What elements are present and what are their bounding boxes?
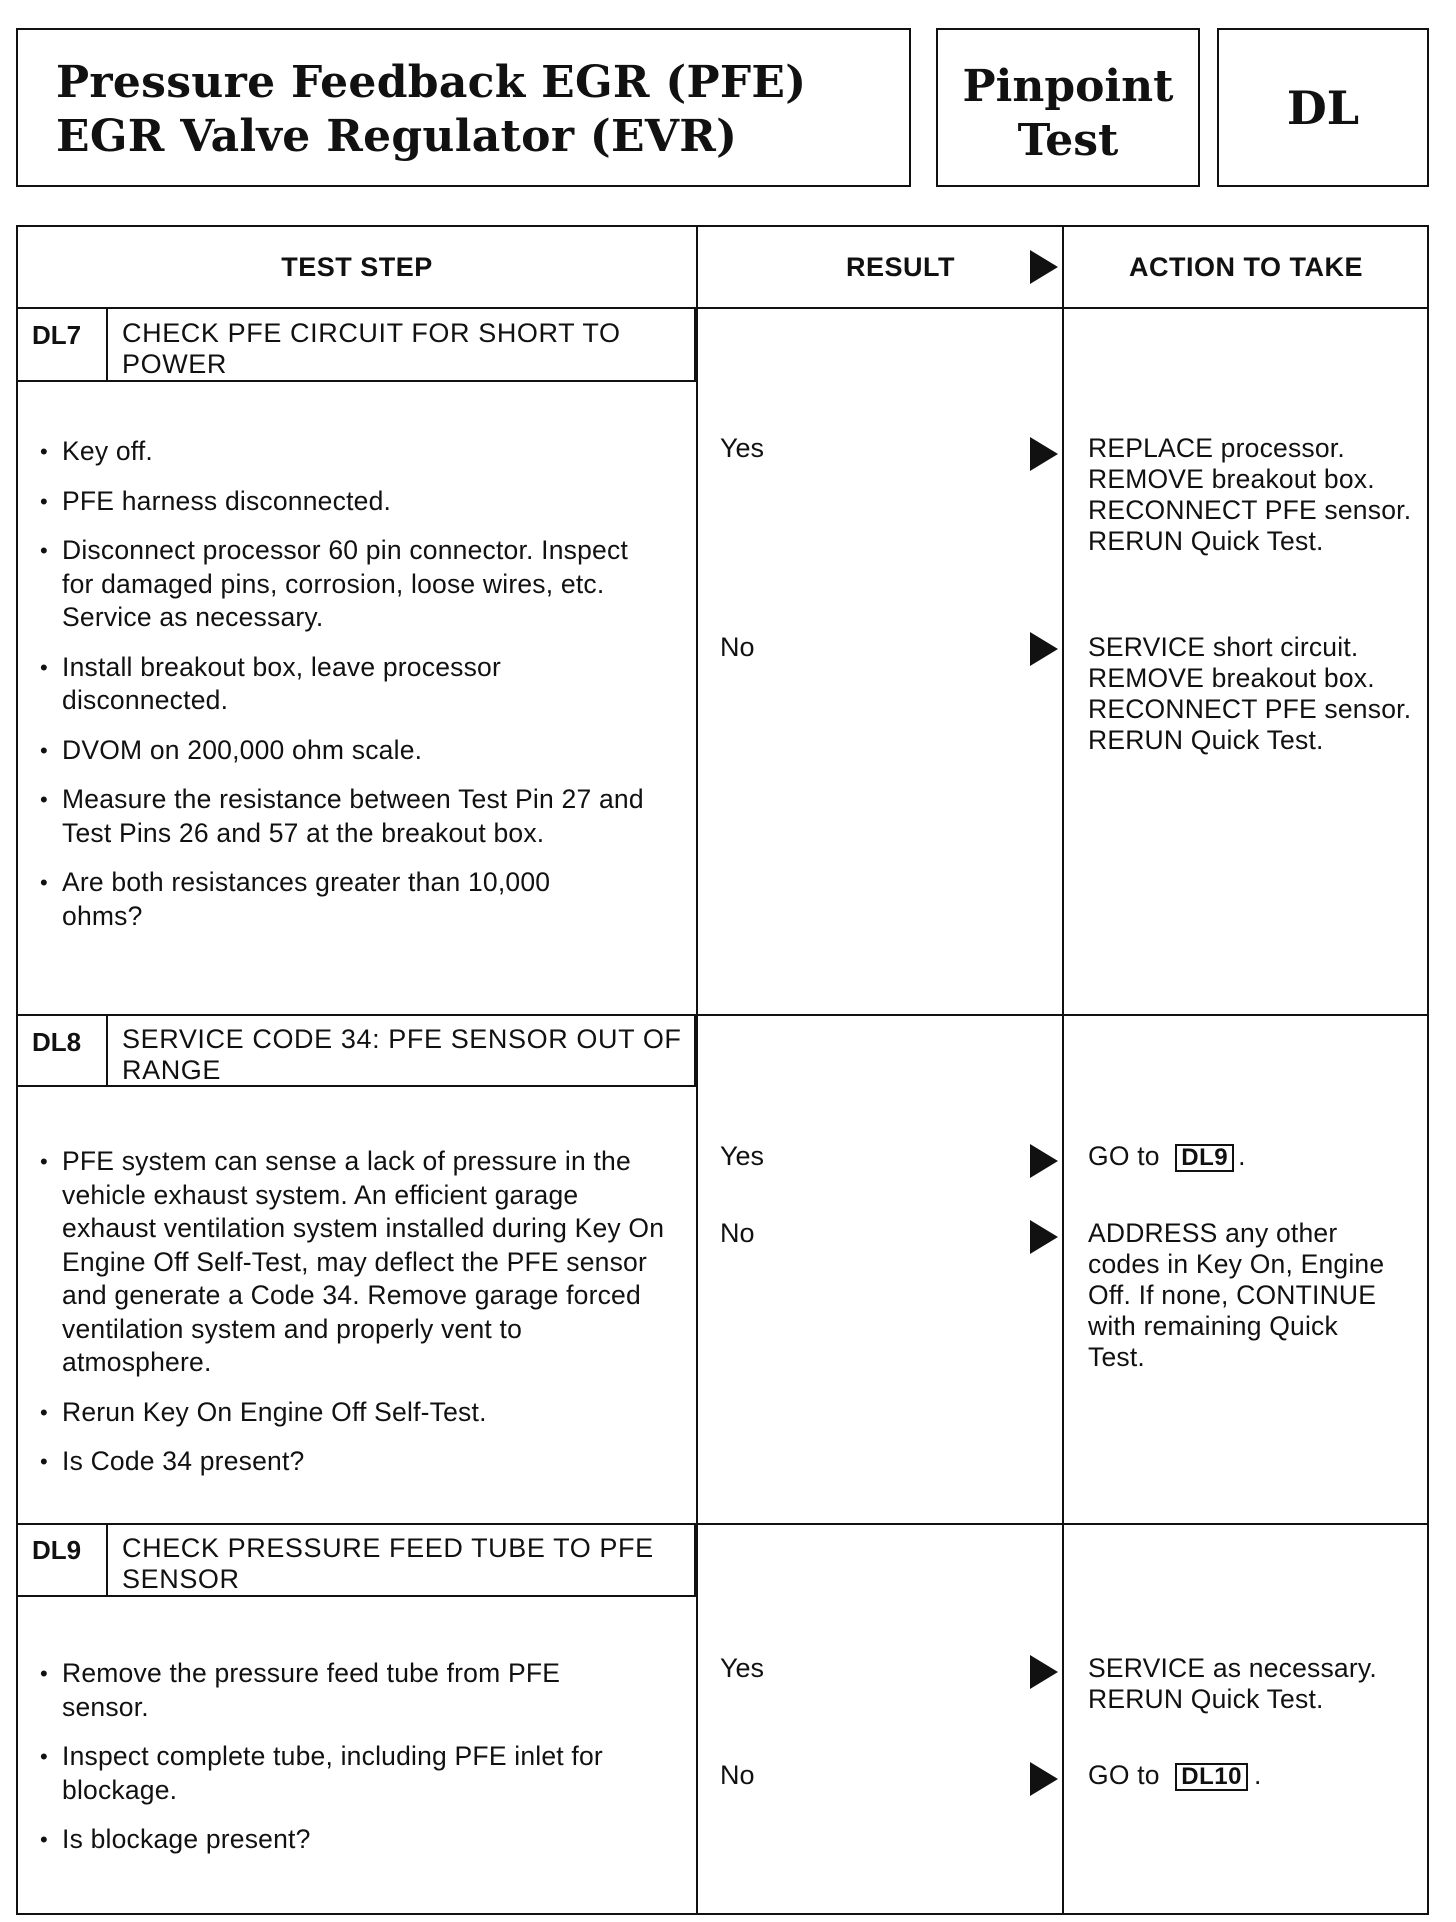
result-arrow-icon [1030, 632, 1058, 666]
action-prefix: GO to [1088, 1760, 1160, 1790]
step-id: DL7 [32, 320, 82, 350]
result-arrow-icon [1030, 437, 1058, 471]
action-text: ADDRESS any other codes in Key On, Engine Off. If none, CONTINUE with remaining Quick Test. [1088, 1218, 1385, 1372]
result-arrow-icon [1030, 250, 1058, 284]
bullet: • Inspect complete tube, including PFE inlet for blockage. [36, 1740, 682, 1807]
action-goto [1088, 1141, 1418, 1172]
action-suffix: . [1253, 1760, 1262, 1790]
bullet: • Disconnect processor 60 pin connector. Inspect for damaged pins, corrosion, loose wires, etc. Service as necessary. [36, 534, 632, 635]
bullet: • Key off. [36, 435, 656, 469]
result-yes: Yes [720, 433, 765, 463]
bullet: • Rerun Key On Engine Off Self-Test. [36, 1396, 656, 1430]
bullet: • Remove the pressure feed tube from PFE sensor. [36, 1657, 632, 1724]
pinpoint-test-box [936, 28, 1200, 187]
bullet: • Are both resistances greater than 10,000 ohms? [36, 866, 622, 933]
step-reference-dl10[interactable]: DL10 [1175, 1763, 1248, 1791]
bullet: • Measure the resistance between Test Pin 27 and Test Pins 26 and 57 at the breakout box. [36, 783, 662, 850]
result-no: No [720, 632, 755, 662]
column-divider [696, 227, 698, 1913]
step-bullets-dl8 [36, 1145, 665, 1479]
test-code: DL [1286, 80, 1360, 135]
step-reference-dl9[interactable]: DL9 [1175, 1144, 1234, 1172]
action-suffix: . [1238, 1141, 1246, 1171]
result-yes: Yes [720, 1141, 765, 1171]
result-arrow-icon [1030, 1655, 1058, 1689]
bullet: • Install breakout box, leave processor disconnected. [36, 651, 582, 718]
result-arrow-icon [1030, 1144, 1058, 1178]
title-line-2: EGR Valve Regulator (EVR) [56, 111, 738, 162]
step-id-divider [106, 1523, 108, 1597]
result-arrow-icon [1030, 1220, 1058, 1254]
pinpoint-test-table [16, 225, 1429, 1915]
action-text: SERVICE short circuit. REMOVE breakout box. RECONNECT PFE sensor. RERUN Quick Test. [1088, 632, 1412, 755]
step-bullets-dl9 [36, 1657, 656, 1857]
pinpoint-label: Pinpoint [962, 61, 1174, 112]
step-id: DL8 [32, 1027, 82, 1057]
step-id-divider [106, 1014, 108, 1087]
bullet: • PFE system can sense a lack of pressure in the vehicle exhaust system. An efficient garage exhaust ventilation system installed during Key On Engine Off Self-Test, may deflect the PFE sensor and generate a Code 34. Remove garage forced ventilation system and properly vent to atmosphere. [36, 1145, 674, 1380]
step-title: SERVICE CODE 34: PFE SENSOR OUT OF RANGE [122, 1024, 682, 1085]
step-id: DL9 [32, 1535, 82, 1565]
bullet: • PFE harness disconnected. [36, 485, 656, 519]
title-box [16, 28, 911, 187]
title-line-1: Pressure Feedback EGR (PFE) [56, 57, 807, 108]
result-yes: Yes [720, 1653, 765, 1683]
action-text: REPLACE processor. REMOVE breakout box. RECONNECT PFE sensor. RERUN Quick Test. [1088, 433, 1412, 556]
action-goto [1088, 1760, 1418, 1791]
action-text: SERVICE as necessary. RERUN Quick Test. [1088, 1653, 1377, 1714]
result-no: No [720, 1218, 755, 1248]
column-divider [1062, 227, 1064, 1913]
header-test-step: TEST STEP [281, 251, 433, 282]
header-result: RESULT [846, 251, 955, 282]
step-title: CHECK PFE CIRCUIT FOR SHORT TO POWER [122, 318, 621, 379]
header-action: ACTION TO TAKE [1129, 251, 1363, 282]
result-arrow-icon [1030, 1762, 1058, 1796]
step-id-divider [106, 307, 108, 382]
step-title: CHECK PRESSURE FEED TUBE TO PFE SENSOR [122, 1533, 654, 1594]
bullet: • Is blockage present? [36, 1823, 656, 1857]
bullet: • Is Code 34 present? [36, 1445, 656, 1479]
bullet: • DVOM on 200,000 ohm scale. [36, 734, 656, 768]
test-code-box [1217, 28, 1429, 187]
test-label: Test [1017, 115, 1119, 166]
step-bullets-dl7 [36, 435, 656, 933]
result-no: No [720, 1760, 755, 1790]
action-prefix: GO to [1088, 1141, 1160, 1171]
